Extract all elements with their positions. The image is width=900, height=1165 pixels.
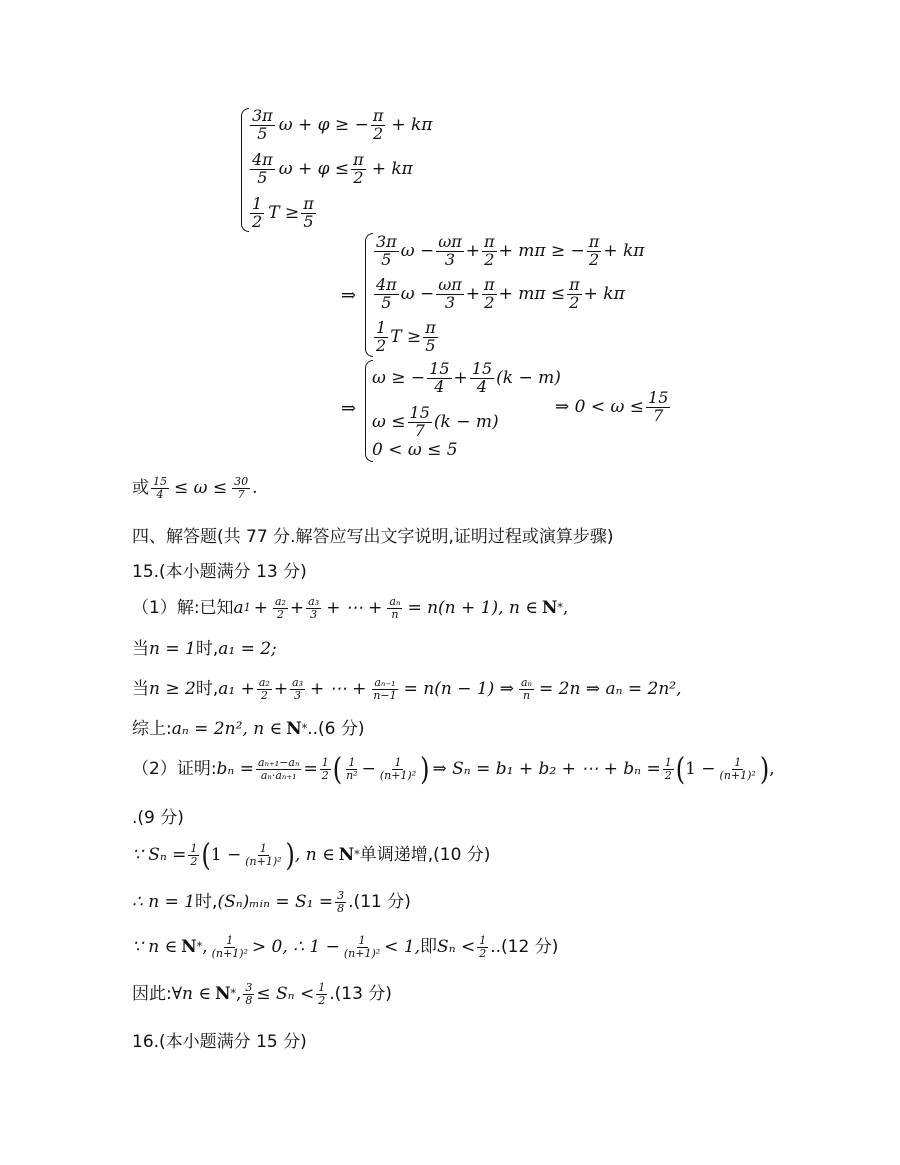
q15-line-3: 当 n ≥ 2 时, a₁ + $\frac{\text{a₂}}{2}$ + $\frac{\text{a₃}}{3}$ + ⋯ + $\frac{\text{aₙ₋₁}}{n-1}$ = n(n − 1) ⇒ $\frac{\text{aₙ}}{n}$ = 2n ⇒ aₙ = 2n²,: [132, 676, 682, 702]
q15-line-5: （2）证明: bₙ = $\frac{\text{aₙ₊₁−aₙ}}{\text{aₙ·aₙ₊₁}}$ = $\frac{1}{2}$ ( $\frac{1}{\text{n²}}$ − $\frac{1}{\text{(n+1)²}}$ ) ⇒ Sₙ = b₁ + b₂ + ⋯ + bₙ = $\frac{1}{2}$ ( 1 − $\frac{1}{\text{(n+1)²}}$ ) ,: [132, 750, 775, 788]
system3-result: ⇒ 0 < ω ≤ $\frac{15}{7}$: [555, 387, 669, 425]
system1-eq1: $\frac{3\pi}{5}$ ω + φ ≥ − $\frac{\pi}{2}$ + kπ: [252, 105, 433, 143]
system1-eq3: $\frac{1}{2}$ T ≥ $\frac{\pi}{5}$: [252, 193, 314, 231]
system3-eq3: 0 < ω ≤ 5: [372, 440, 458, 460]
implies-arrow-1: ⇒: [341, 285, 357, 306]
system2-eq2: $\frac{4\pi}{5}$ ω − $\frac{\omega\pi}{3}$ + $\frac{\pi}{2}$ + mπ ≤ $\frac{\pi}{2}$ + kπ: [376, 274, 625, 312]
q15-line-7: ∵ Sₙ = $\frac{1}{2}$ ( 1 − $\frac{1}{\text{(n+1)²}}$ ) , n ∈ N * 单调递增,(10 分): [132, 836, 491, 874]
section-heading: 四、解答题(共 77 分.解答应写出文字说明,证明过程或演算步骤): [132, 527, 614, 547]
q15-line-10: 因此: ∀n ∈ N * , $\frac{3}{8}$ ≤ Sₙ < $\frac{1}{2}$ .(13 分): [132, 981, 392, 1007]
system1-eq2: $\frac{4\pi}{5}$ ω + φ ≤ $\frac{\pi}{2}$ + kπ: [252, 149, 413, 187]
implies-arrow-2: ⇒: [341, 398, 357, 419]
question-16-title: 16.(本小题满分 15 分): [132, 1032, 307, 1052]
system2-eq1: $\frac{3\pi}{5}$ ω − $\frac{\omega\pi}{3}$ + $\frac{\pi}{2}$ + mπ ≥ − $\frac{\pi}{2}$ + kπ: [376, 231, 645, 269]
q15-line-2: 当 n = 1 时, a₁ = 2;: [132, 639, 277, 659]
system3-eq1: ω ≥ − $\frac{15}{4}$ + $\frac{15}{4}$ (k − m): [372, 358, 561, 396]
question-15-title: 15.(本小题满分 13 分): [132, 562, 307, 582]
q15-line-1: （1）解:已知 a 1 + $\frac{\text{a₂}}{2}$ + $\frac{\text{a₃}}{3}$ + ⋯ + $\frac{\text{aₙ}}{n}$ = n(n + 1), n ∈ N * ,: [132, 595, 569, 621]
q15-line-8: ∴ n = 1 时, (Sₙ)ₘᵢₙ = S₁ = $\frac{3}{8}$ .(11 分): [132, 889, 411, 915]
or-line: 或 $\frac{15}{4}$ ≤ ω ≤ $\frac{30}{7}$ .: [132, 475, 258, 501]
q15-line-9: ∵ n ∈ N * , $\frac{1}{\text{(n+1)²}}$ > 0, ∴ 1 − $\frac{1}{\text{(n+1)²}}$ < 1, 即 Sₙ < $\frac{1}{2}$ ..(12 分): [132, 934, 559, 960]
system2-eq3: $\frac{1}{2}$ T ≥ $\frac{\pi}{5}$: [376, 317, 436, 355]
q15-line-6: .(9 分): [132, 808, 184, 828]
system3-eq2: ω ≤ $\frac{15}{7}$ (k − m): [372, 402, 499, 440]
q15-line-4: 综上: aₙ = 2n², n ∈ N * ..(6 分): [132, 719, 365, 739]
